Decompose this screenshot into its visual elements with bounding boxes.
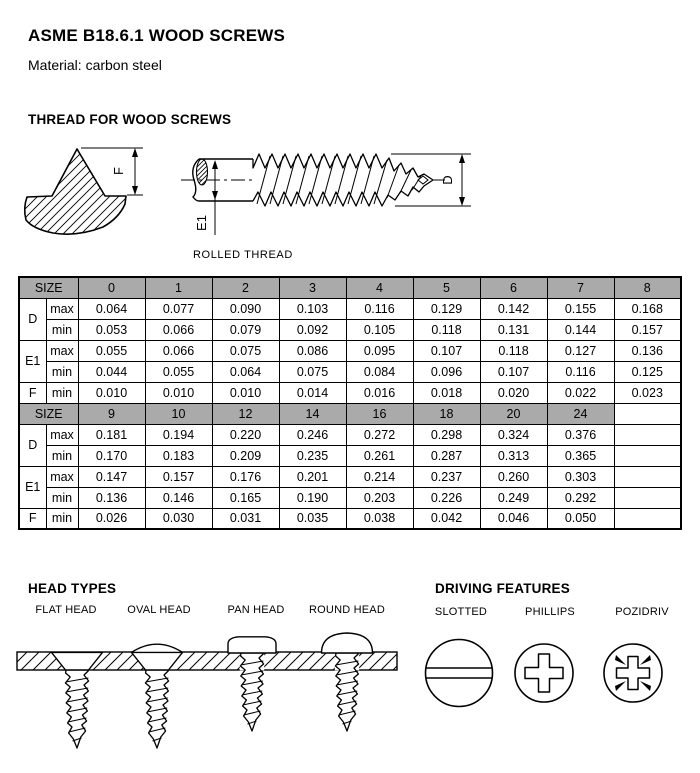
table-cell xyxy=(614,466,681,487)
rolled-thread-figure xyxy=(175,135,485,247)
table-cell: 0.086 xyxy=(279,340,346,361)
thread-profile-figure xyxy=(15,138,165,242)
table-cell: max xyxy=(46,340,78,361)
table-cell: 0.220 xyxy=(212,424,279,445)
table-cell: 0.246 xyxy=(279,424,346,445)
table-cell: 0.125 xyxy=(614,361,681,382)
table-cell xyxy=(614,424,681,445)
table-cell: 0.064 xyxy=(212,361,279,382)
table-header-cell: 0 xyxy=(78,277,145,298)
table-cell: min xyxy=(46,382,78,403)
table-row xyxy=(19,508,681,529)
table-row xyxy=(19,340,681,361)
table-cell: 0.053 xyxy=(78,319,145,340)
table-row xyxy=(19,277,681,298)
table-cell: 0.129 xyxy=(413,298,480,319)
table-cell: 0.075 xyxy=(279,361,346,382)
table-cell: 0.287 xyxy=(413,445,480,466)
table-cell: 0.026 xyxy=(78,508,145,529)
table-cell: 0.010 xyxy=(212,382,279,403)
phillips-drive-icon xyxy=(515,644,573,702)
table-row xyxy=(19,466,681,487)
table-cell: min xyxy=(46,445,78,466)
table-cell: 0.077 xyxy=(145,298,212,319)
table-row xyxy=(19,403,681,424)
table-cell: 0.201 xyxy=(279,466,346,487)
table-cell: 0.050 xyxy=(547,508,614,529)
table-cell: 0.016 xyxy=(346,382,413,403)
table-header-cell: 3 xyxy=(279,277,346,298)
table-header-cell: 9 xyxy=(78,403,145,424)
table-header-cell: 5 xyxy=(413,277,480,298)
table-cell: min xyxy=(46,319,78,340)
label-pozidriv: POZIDRIV xyxy=(615,606,669,618)
label-pan-head: PAN HEAD xyxy=(227,604,285,616)
table-cell: 0.046 xyxy=(480,508,547,529)
table-row xyxy=(19,361,681,382)
label-round-head: ROUND HEAD xyxy=(309,604,385,616)
dim-label-f: F xyxy=(111,167,126,175)
table-cell: 0.092 xyxy=(279,319,346,340)
table-cell: 0.116 xyxy=(346,298,413,319)
table-cell: D xyxy=(19,298,46,340)
table-cell: 0.035 xyxy=(279,508,346,529)
label-slotted: SLOTTED xyxy=(434,606,488,618)
table-cell: min xyxy=(46,361,78,382)
table-cell: 0.031 xyxy=(212,508,279,529)
dim-label-d: D xyxy=(440,175,455,185)
label-flat-head: FLAT HEAD xyxy=(35,604,97,616)
table-row xyxy=(19,487,681,508)
table-header-cell: 2 xyxy=(212,277,279,298)
round-head-screw xyxy=(322,633,373,731)
table-cell: 0.261 xyxy=(346,445,413,466)
table-cell: 0.038 xyxy=(346,508,413,529)
table-cell: 0.298 xyxy=(413,424,480,445)
table-cell: F xyxy=(19,508,46,529)
table-cell: 0.157 xyxy=(614,319,681,340)
pozidriv-drive-icon xyxy=(604,644,662,702)
table-cell: 0.095 xyxy=(346,340,413,361)
table-cell: 0.131 xyxy=(480,319,547,340)
table-header-cell: SIZE xyxy=(19,277,78,298)
dimension-e1 xyxy=(212,160,218,235)
table-cell: 0.214 xyxy=(346,466,413,487)
table-cell: 0.084 xyxy=(346,361,413,382)
table-cell: 0.237 xyxy=(413,466,480,487)
table-row xyxy=(19,319,681,340)
table-cell: max xyxy=(46,424,78,445)
table-cell xyxy=(614,487,681,508)
table-cell: 0.203 xyxy=(346,487,413,508)
table-row xyxy=(19,298,681,319)
table-header-cell: 1 xyxy=(145,277,212,298)
table-header-cell: SIZE xyxy=(19,403,78,424)
table-cell: 0.142 xyxy=(480,298,547,319)
table-header-cell: 7 xyxy=(547,277,614,298)
table-cell: 0.292 xyxy=(547,487,614,508)
table-cell: 0.030 xyxy=(145,508,212,529)
slotted-drive-icon xyxy=(426,640,493,707)
table-cell: 0.165 xyxy=(212,487,279,508)
table-cell: max xyxy=(46,298,78,319)
table-cell: 0.170 xyxy=(78,445,145,466)
table-cell: 0.010 xyxy=(78,382,145,403)
table-header-cell: 18 xyxy=(413,403,480,424)
table-cell: 0.096 xyxy=(413,361,480,382)
table-header-cell: 20 xyxy=(480,403,547,424)
table-header-cell: 12 xyxy=(212,403,279,424)
table-cell: 0.190 xyxy=(279,487,346,508)
table-header-cell: 16 xyxy=(346,403,413,424)
table-cell: 0.181 xyxy=(78,424,145,445)
table-cell: 0.055 xyxy=(78,340,145,361)
table-cell: 0.235 xyxy=(279,445,346,466)
table-cell: 0.055 xyxy=(145,361,212,382)
table-cell: 0.324 xyxy=(480,424,547,445)
table-cell: 0.107 xyxy=(413,340,480,361)
table-cell: 0.023 xyxy=(614,382,681,403)
dimension-table-wrap xyxy=(18,276,682,530)
table-cell: 0.103 xyxy=(279,298,346,319)
table-row xyxy=(19,445,681,466)
section-head-types-title: HEAD TYPES xyxy=(28,581,117,596)
table-cell: 0.176 xyxy=(212,466,279,487)
label-phillips: PHILLIPS xyxy=(525,606,575,618)
table-cell: 0.118 xyxy=(480,340,547,361)
table-cell: 0.260 xyxy=(480,466,547,487)
table-cell: 0.020 xyxy=(480,382,547,403)
table-header-cell: 14 xyxy=(279,403,346,424)
table-cell: 0.313 xyxy=(480,445,547,466)
table-cell: 0.155 xyxy=(547,298,614,319)
table-cell: 0.064 xyxy=(78,298,145,319)
pan-head-screw xyxy=(228,637,276,731)
table-cell: 0.146 xyxy=(145,487,212,508)
table-cell: 0.136 xyxy=(614,340,681,361)
table-header-cell: 4 xyxy=(346,277,413,298)
table-cell: 0.075 xyxy=(212,340,279,361)
table-cell: E1 xyxy=(19,340,46,382)
table-cell: 0.127 xyxy=(547,340,614,361)
dim-label-e1: E1 xyxy=(194,215,209,231)
table-cell: 0.107 xyxy=(480,361,547,382)
table-cell: 0.183 xyxy=(145,445,212,466)
table-cell: 0.147 xyxy=(78,466,145,487)
table-header-cell: 6 xyxy=(480,277,547,298)
table-header-cell: 24 xyxy=(547,403,614,424)
table-cell: D xyxy=(19,424,46,466)
table-cell xyxy=(614,508,681,529)
head-types-figure xyxy=(15,628,400,773)
table-cell: 0.136 xyxy=(78,487,145,508)
section-thread-title: THREAD FOR WOOD SCREWS xyxy=(28,112,232,127)
table-cell: 0.022 xyxy=(547,382,614,403)
table-cell: 0.044 xyxy=(78,361,145,382)
table-cell: min xyxy=(46,508,78,529)
table-cell: min xyxy=(46,487,78,508)
label-oval-head: OVAL HEAD xyxy=(127,604,191,616)
table-cell: 0.018 xyxy=(413,382,480,403)
table-row xyxy=(19,382,681,403)
page-title: ASME B18.6.1 WOOD SCREWS xyxy=(28,26,286,45)
table-cell xyxy=(614,445,681,466)
table-row xyxy=(19,424,681,445)
table-header-cell: 10 xyxy=(145,403,212,424)
oval-head-screw xyxy=(132,644,183,748)
table-cell: max xyxy=(46,466,78,487)
table-cell: 0.157 xyxy=(145,466,212,487)
thread-profile-shape xyxy=(25,149,126,234)
section-driving-features-title: DRIVING FEATURES xyxy=(435,581,570,596)
table-cell: F xyxy=(19,382,46,403)
table-cell: 0.272 xyxy=(346,424,413,445)
table-cell: 0.014 xyxy=(279,382,346,403)
table-cell: 0.303 xyxy=(547,466,614,487)
table-cell: 0.066 xyxy=(145,319,212,340)
table-cell: E1 xyxy=(19,466,46,508)
table-cell: 0.116 xyxy=(547,361,614,382)
table-cell xyxy=(614,403,681,424)
table-cell: 0.079 xyxy=(212,319,279,340)
table-cell: 0.010 xyxy=(145,382,212,403)
table-cell: 0.249 xyxy=(480,487,547,508)
dimension-table xyxy=(18,276,682,530)
table-cell: 0.105 xyxy=(346,319,413,340)
table-cell: 0.118 xyxy=(413,319,480,340)
table-cell: 0.209 xyxy=(212,445,279,466)
table-cell: 0.376 xyxy=(547,424,614,445)
material-note: Material: carbon steel xyxy=(28,57,162,73)
driving-features-figure xyxy=(420,633,685,718)
table-cell: 0.194 xyxy=(145,424,212,445)
table-cell: 0.090 xyxy=(212,298,279,319)
rolled-thread-caption: ROLLED THREAD xyxy=(193,249,293,261)
table-cell: 0.144 xyxy=(547,319,614,340)
table-cell: 0.066 xyxy=(145,340,212,361)
table-cell: 0.042 xyxy=(413,508,480,529)
table-cell: 0.226 xyxy=(413,487,480,508)
table-cell: 0.365 xyxy=(547,445,614,466)
table-cell: 0.168 xyxy=(614,298,681,319)
table-header-cell: 8 xyxy=(614,277,681,298)
